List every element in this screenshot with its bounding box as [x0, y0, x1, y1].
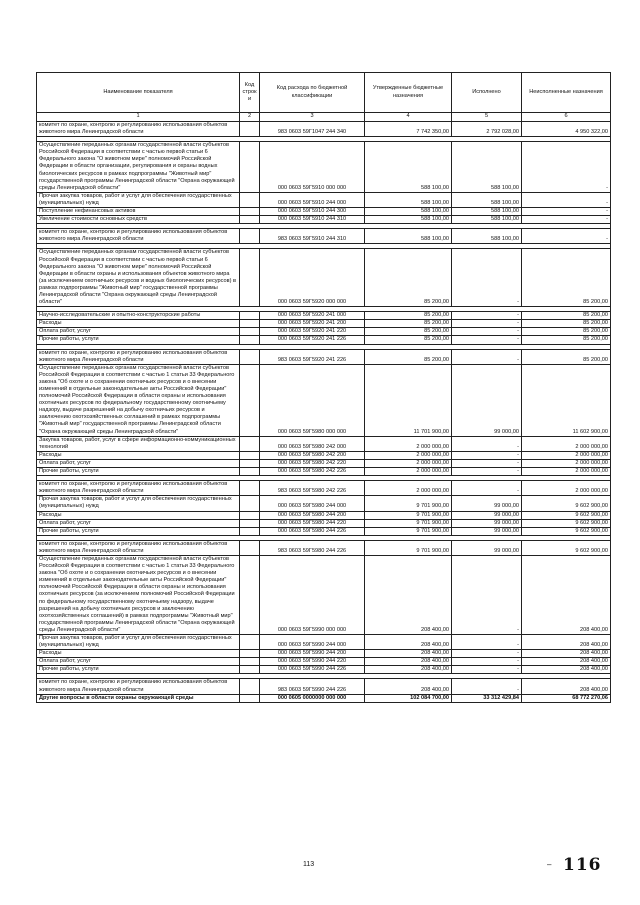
row-executed: -	[452, 635, 522, 650]
row-name: Оплата работ, услуг	[37, 459, 240, 467]
row-executed: -	[452, 679, 522, 694]
row-unexecuted: 68 772 270,06	[522, 694, 611, 702]
row-approved: 85 200,00	[365, 249, 452, 307]
row-line-code	[240, 364, 260, 436]
table-row	[37, 658, 611, 666]
row-approved: 85 200,00	[365, 312, 452, 320]
row-line-code	[240, 328, 260, 336]
row-executed: 588 100,00	[452, 192, 522, 207]
row-approved: 208 400,00	[365, 650, 452, 658]
row-line-code	[240, 229, 260, 244]
row-executed: -	[452, 320, 522, 328]
header-line-code: Код строк и	[240, 73, 260, 113]
column-number: 2	[240, 113, 260, 122]
row-approved: 7 742 350,00	[365, 122, 452, 137]
row-executed: -	[452, 249, 522, 307]
row-classification-code: 000 0605 0000000 000 000	[260, 694, 365, 702]
row-line-code	[240, 208, 260, 216]
row-classification-code: 000 0603 59Г5980 242 000	[260, 436, 365, 451]
table-row	[37, 142, 611, 193]
row-classification-code: 000 0603 59Г5920 241 226	[260, 336, 365, 344]
column-number: 3	[260, 113, 365, 122]
row-executed: 588 100,00	[452, 229, 522, 244]
table-row	[37, 481, 611, 496]
row-unexecuted: 2 000 000,00	[522, 468, 611, 476]
row-name: Расходы	[37, 511, 240, 519]
row-executed: -	[452, 666, 522, 674]
row-line-code	[240, 679, 260, 694]
handwritten-page-number: 116	[563, 855, 602, 875]
column-number-row	[37, 113, 611, 122]
row-approved: 588 100,00	[365, 142, 452, 193]
row-classification-code: 000 0603 59Г5980 242 220	[260, 459, 365, 467]
row-line-code	[240, 481, 260, 496]
row-classification-code: 983 0603 59Г1047 244 340	[260, 122, 365, 137]
row-name: Поступление нефинансовых активов	[37, 208, 240, 216]
row-executed: -	[452, 336, 522, 344]
row-executed: -	[452, 481, 522, 496]
row-unexecuted: 9 602 900,00	[522, 496, 611, 511]
row-name: Расходы	[37, 451, 240, 459]
row-classification-code: 000 0603 59Г5980 242 200	[260, 451, 365, 459]
table-header	[37, 73, 611, 122]
row-unexecuted: -	[522, 208, 611, 216]
row-unexecuted: 85 200,00	[522, 336, 611, 344]
row-line-code	[240, 142, 260, 193]
row-name: Закупка товаров, работ, услуг в сфере информационно-коммуникационных технологий	[37, 436, 240, 451]
table-row	[37, 666, 611, 674]
row-executed: -	[452, 312, 522, 320]
table-row	[37, 328, 611, 336]
row-classification-code: 983 0603 59Г5980 242 226	[260, 481, 365, 496]
row-approved: 588 100,00	[365, 208, 452, 216]
row-executed: 99 000,00	[452, 511, 522, 519]
row-executed: -	[452, 436, 522, 451]
row-classification-code: 000 0603 59Г5990 244 226	[260, 666, 365, 674]
row-unexecuted: 9 602 900,00	[522, 511, 611, 519]
row-name: Другие вопросы в области охраны окружающей среды	[37, 694, 240, 702]
row-line-code	[240, 694, 260, 702]
row-unexecuted: 4 950 322,00	[522, 122, 611, 137]
table-row	[37, 635, 611, 650]
row-approved: 85 200,00	[365, 349, 452, 364]
row-executed: 99 000,00	[452, 364, 522, 436]
row-approved: 2 000 000,00	[365, 451, 452, 459]
row-unexecuted: 2 000 000,00	[522, 481, 611, 496]
row-name: Прочие работы, услуги	[37, 666, 240, 674]
row-classification-code: 000 0603 59Г5980 242 226	[260, 468, 365, 476]
row-name: комитет по охране, контролю и регулированию использования объектов животного мира Ленинградской области	[37, 122, 240, 137]
row-approved: 11 701 900,00	[365, 364, 452, 436]
row-approved: 208 400,00	[365, 635, 452, 650]
budget-execution-table	[36, 72, 611, 703]
row-name: Расходы	[37, 320, 240, 328]
row-approved: 2 000 000,00	[365, 459, 452, 467]
table-row	[37, 249, 611, 307]
table-row	[37, 216, 611, 224]
table-row	[37, 336, 611, 344]
row-unexecuted: 11 602 900,00	[522, 364, 611, 436]
table-row	[37, 122, 611, 137]
row-approved: 2 000 000,00	[365, 481, 452, 496]
row-unexecuted: 208 400,00	[522, 555, 611, 634]
footer-dash: –	[547, 860, 552, 869]
row-unexecuted: 85 200,00	[522, 320, 611, 328]
table-row	[37, 679, 611, 694]
row-classification-code: 000 0603 59Г5910 244 300	[260, 208, 365, 216]
table-row	[37, 519, 611, 527]
table-row	[37, 650, 611, 658]
row-unexecuted: -	[522, 229, 611, 244]
row-name: Расходы	[37, 650, 240, 658]
row-line-code	[240, 468, 260, 476]
table-row	[37, 364, 611, 436]
table-row	[37, 468, 611, 476]
row-line-code	[240, 511, 260, 519]
header-classification-code: Код расхода по бюджетной классификации	[260, 73, 365, 113]
row-approved: 588 100,00	[365, 192, 452, 207]
row-name: Научно-исследовательские и опытно-конструкторские работы	[37, 312, 240, 320]
row-line-code	[240, 519, 260, 527]
row-classification-code: 000 0603 59Г5990 244 200	[260, 650, 365, 658]
row-approved: 102 084 700,00	[365, 694, 452, 702]
row-approved: 9 701 900,00	[365, 527, 452, 535]
row-approved: 9 701 900,00	[365, 511, 452, 519]
row-unexecuted: -	[522, 142, 611, 193]
row-unexecuted: 208 400,00	[522, 635, 611, 650]
row-classification-code: 983 0603 59Г5920 241 226	[260, 349, 365, 364]
row-line-code	[240, 122, 260, 137]
row-unexecuted: 208 400,00	[522, 679, 611, 694]
row-classification-code: 000 0603 59Г5920 000 000	[260, 249, 365, 307]
row-line-code	[240, 436, 260, 451]
row-classification-code: 983 0603 59Г5910 244 310	[260, 229, 365, 244]
row-unexecuted: 2 000 000,00	[522, 459, 611, 467]
row-name: Осуществление переданных органам государственной власти субъектов Российской Федерации в соответствии с частью первой статьи 6 Федерального закона "О животном мире" полномочий Российской Федерации в области охраны и использования объектов животного мира (за исключением охотничьих ресурсов и водных биологических ресурсов) в рамках подпрограммы "Животный мир" государственной программы Ленинградской области "Охрана окружающей среды Ленинградской области"	[37, 249, 240, 307]
row-approved: 208 400,00	[365, 658, 452, 666]
row-unexecuted: 208 400,00	[522, 666, 611, 674]
row-name: комитет по охране, контролю и регулированию использования объектов животного мира Ленинградской области	[37, 229, 240, 244]
page-number: 113	[303, 861, 315, 868]
row-name: Прочая закупка товаров, работ и услуг для обеспечения государственных (муниципальных) нужд	[37, 496, 240, 511]
row-name: Прочие работы, услуги	[37, 468, 240, 476]
column-number: 6	[522, 113, 611, 122]
header-indicator-name: Наименование показателя	[37, 73, 240, 113]
row-name: Прочая закупка товаров, работ и услуг для обеспечения государственных (муниципальных) нужд	[37, 192, 240, 207]
row-classification-code: 000 0603 59Г5910 244 000	[260, 192, 365, 207]
row-classification-code: 000 0603 59Г5920 241 200	[260, 320, 365, 328]
row-unexecuted: 208 400,00	[522, 650, 611, 658]
row-classification-code: 000 0603 59Г5990 244 220	[260, 658, 365, 666]
row-name: комитет по охране, контролю и регулированию использования объектов животного мира Ленинградской области	[37, 349, 240, 364]
row-executed: -	[452, 650, 522, 658]
row-line-code	[240, 249, 260, 307]
row-line-code	[240, 192, 260, 207]
table-row	[37, 229, 611, 244]
row-name: Осуществление переданных органам государственной власти субъектов Российской Федерации в соответствии с частью первой статьи 6 Федерального закона "О животном мире" полномочий Российской Федерации в области организации, регулирования и охраны водных биологических ресурсов в рамках подпрограммы "Животный мир" государственной программы Ленинградской области "Охрана окружающей среды Ленинградской области"	[37, 142, 240, 193]
row-classification-code: 000 0603 59Г5980 244 226	[260, 527, 365, 535]
row-classification-code: 000 0603 59Г5990 000 000	[260, 555, 365, 634]
row-unexecuted: 9 602 900,00	[522, 540, 611, 555]
table-row	[37, 192, 611, 207]
row-classification-code: 000 0603 59Г5980 244 200	[260, 511, 365, 519]
table-row	[37, 312, 611, 320]
header-approved: Утвержденные бюджетные назначения	[365, 73, 452, 113]
header-row	[37, 73, 611, 113]
row-unexecuted: 85 200,00	[522, 312, 611, 320]
row-approved: 588 100,00	[365, 229, 452, 244]
row-classification-code: 000 0603 59Г5990 244 000	[260, 635, 365, 650]
table-row	[37, 349, 611, 364]
row-line-code	[240, 540, 260, 555]
row-name: Оплата работ, услуг	[37, 658, 240, 666]
row-executed: -	[452, 451, 522, 459]
row-executed: 33 312 429,84	[452, 694, 522, 702]
row-executed: -	[452, 349, 522, 364]
row-executed: 2 792 028,00	[452, 122, 522, 137]
row-line-code	[240, 650, 260, 658]
row-executed: 99 000,00	[452, 540, 522, 555]
total-row	[37, 694, 611, 702]
row-approved: 2 000 000,00	[365, 468, 452, 476]
table-body	[37, 122, 611, 703]
table-row	[37, 527, 611, 535]
table-row	[37, 496, 611, 511]
row-approved: 85 200,00	[365, 328, 452, 336]
row-classification-code: 000 0603 59Г5910 000 000	[260, 142, 365, 193]
row-unexecuted: 2 000 000,00	[522, 436, 611, 451]
row-line-code	[240, 312, 260, 320]
row-line-code	[240, 496, 260, 511]
row-approved: 9 701 900,00	[365, 496, 452, 511]
column-number: 5	[452, 113, 522, 122]
table-row	[37, 540, 611, 555]
row-name: Осуществление переданных органам государственной власти субъектов Российской Федерации в соответствии с частью 1 статьи 33 Федерального закона "Об охоте и о сохранении охотничьих ресурсов и о внесении изменений в отдельные законодательные акты Российской Федерации" полномочий Российской Федерации в области охраны и использования охотничьих ресурсов по федеральному государственному охотничьему надзору, выдаче разрешений на добычу охотничьих ресурсов и заключению охотхозяйственных соглашений в рамках подпрограммы "Животный мир" государственной программы Ленинградской области "Охрана окружающей среды Ленинградской области"	[37, 364, 240, 436]
row-line-code	[240, 336, 260, 344]
header-unexecuted: Неисполненные назначения	[522, 73, 611, 113]
row-name: Прочие работы, услуги	[37, 527, 240, 535]
row-executed: -	[452, 459, 522, 467]
row-line-code	[240, 555, 260, 634]
row-line-code	[240, 658, 260, 666]
row-executed: 588 100,00	[452, 142, 522, 193]
row-approved: 208 400,00	[365, 555, 452, 634]
row-line-code	[240, 216, 260, 224]
row-name: комитет по охране, контролю и регулированию использования объектов животного мира Ленинградской области	[37, 679, 240, 694]
row-unexecuted: 208 400,00	[522, 658, 611, 666]
row-unexecuted: 85 200,00	[522, 328, 611, 336]
row-line-code	[240, 666, 260, 674]
row-name: комитет по охране, контролю и регулированию использования объектов животного мира Ленинградской области	[37, 540, 240, 555]
row-name: Прочая закупка товаров, работ и услуг для обеспечения государственных (муниципальных) нужд	[37, 635, 240, 650]
row-name: Увеличение стоимости основных средств	[37, 216, 240, 224]
column-number: 4	[365, 113, 452, 122]
table-row	[37, 555, 611, 634]
row-unexecuted: 9 602 900,00	[522, 527, 611, 535]
row-executed: 99 000,00	[452, 496, 522, 511]
row-line-code	[240, 320, 260, 328]
row-executed: 588 100,00	[452, 208, 522, 216]
row-executed: -	[452, 658, 522, 666]
row-classification-code: 983 0603 59Г5980 244 226	[260, 540, 365, 555]
row-executed: 99 000,00	[452, 527, 522, 535]
row-unexecuted: 9 602 900,00	[522, 519, 611, 527]
row-name: Осуществление переданных органам государственной власти субъектов Российской Федерации в соответствии с частью 1 статьи 33 Федерального закона "Об охоте и о сохранении охотничьих ресурсов и о внесении изменений в отдельные законодательные акты Российской Федерации" полномочий Российской Федерации в области охраны и использования охотничьих ресурсов (за исключением полномочий Российской Федерации по федеральному государственному охотничьему надзору, выдаче разрешений на добычу охотничьих ресурсов и заключению охотхозяйственных соглашений) в рамках подпрограммы "Животный мир" государственной программы Ленинградской области "Охрана окружающей среды Ленинградской области"	[37, 555, 240, 634]
header-executed: Исполнено	[452, 73, 522, 113]
row-executed: 99 000,00	[452, 519, 522, 527]
row-classification-code: 000 0603 59Г5980 244 220	[260, 519, 365, 527]
table-row	[37, 511, 611, 519]
row-line-code	[240, 459, 260, 467]
row-approved: 208 400,00	[365, 666, 452, 674]
table-row	[37, 208, 611, 216]
row-classification-code: 000 0603 59Г5980 244 000	[260, 496, 365, 511]
row-executed: -	[452, 328, 522, 336]
row-approved: 588 100,00	[365, 216, 452, 224]
row-approved: 85 200,00	[365, 320, 452, 328]
row-executed: -	[452, 468, 522, 476]
row-name: Оплата работ, услуг	[37, 519, 240, 527]
row-classification-code: 000 0603 59Г5920 241 000	[260, 312, 365, 320]
row-line-code	[240, 635, 260, 650]
row-classification-code: 983 0603 59Г5990 244 226	[260, 679, 365, 694]
row-line-code	[240, 349, 260, 364]
row-approved: 208 400,00	[365, 679, 452, 694]
row-executed: -	[452, 555, 522, 634]
row-line-code	[240, 451, 260, 459]
row-classification-code: 000 0603 59Г5980 000 000	[260, 364, 365, 436]
table-row	[37, 451, 611, 459]
table-row	[37, 436, 611, 451]
row-name: комитет по охране, контролю и регулированию использования объектов животного мира Ленинградской области	[37, 481, 240, 496]
row-approved: 9 701 900,00	[365, 519, 452, 527]
row-unexecuted: 85 200,00	[522, 349, 611, 364]
row-unexecuted: -	[522, 192, 611, 207]
column-number: 1	[37, 113, 240, 122]
row-approved: 2 000 000,00	[365, 436, 452, 451]
table-row	[37, 320, 611, 328]
row-approved: 9 701 900,00	[365, 540, 452, 555]
row-approved: 85 200,00	[365, 336, 452, 344]
row-unexecuted: 85 200,00	[522, 249, 611, 307]
row-classification-code: 000 0603 59Г5920 241 220	[260, 328, 365, 336]
row-line-code	[240, 527, 260, 535]
row-name: Прочие работы, услуги	[37, 336, 240, 344]
row-unexecuted: 2 000 000,00	[522, 451, 611, 459]
row-name: Оплата работ, услуг	[37, 328, 240, 336]
table-row	[37, 459, 611, 467]
row-classification-code: 000 0603 59Г5910 244 310	[260, 216, 365, 224]
row-unexecuted: -	[522, 216, 611, 224]
row-executed: 588 100,00	[452, 216, 522, 224]
